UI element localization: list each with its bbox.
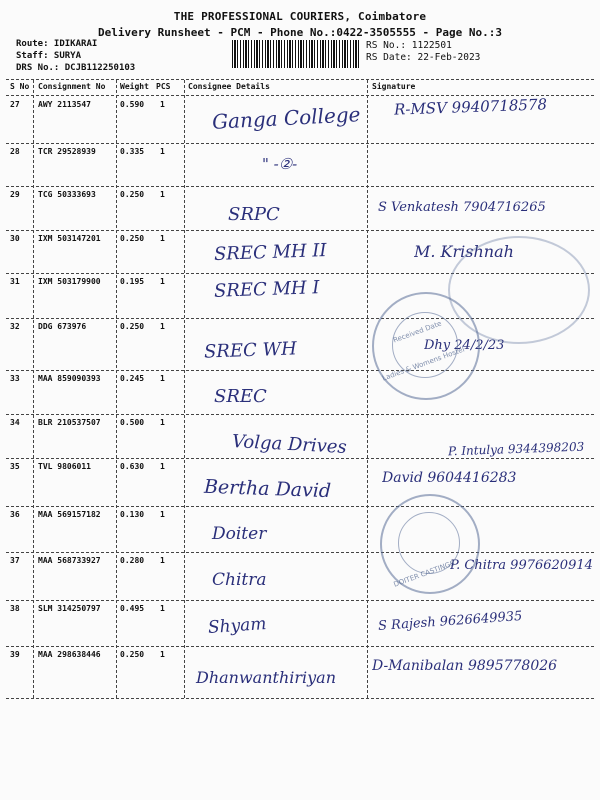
consignment-number: IXM 503147201 bbox=[38, 234, 101, 243]
consignee-handwriting: Chitra bbox=[212, 570, 267, 590]
company-title: THE PROFESSIONAL COURIERS, Coimbatore bbox=[173, 10, 427, 23]
consignee-handwriting: Dhanwanthiriyan bbox=[196, 668, 337, 687]
signature-handwriting: D-Manibalan 9895778026 bbox=[372, 658, 558, 674]
signature-handwriting: P. Chitra 9976620914 bbox=[450, 558, 593, 573]
weight-value: 0.250 bbox=[120, 322, 145, 331]
serial-number: 32 bbox=[10, 322, 20, 331]
consignment-number: MAA 568733927 bbox=[38, 556, 101, 565]
pieces-count: 1 bbox=[160, 234, 165, 243]
column-header-weight: Weight bbox=[120, 82, 149, 91]
serial-number: 29 bbox=[10, 190, 20, 199]
serial-number: 39 bbox=[10, 650, 20, 659]
table-top-rule bbox=[6, 79, 594, 80]
hostel-stamp-text: Ladies & Womens Hostel bbox=[381, 345, 466, 383]
consignee-handwriting: SREC MH II bbox=[213, 240, 327, 265]
consignment-number: IXM 503179900 bbox=[38, 277, 101, 286]
signature-handwriting: P. Intulya 9344398203 bbox=[447, 439, 585, 459]
pieces-count: 1 bbox=[160, 650, 165, 659]
weight-value: 0.590 bbox=[120, 100, 145, 109]
weight-value: 0.630 bbox=[120, 462, 145, 471]
weight-value: 0.195 bbox=[120, 277, 145, 286]
doiter-stamp-text: DOITER CASTINGS bbox=[392, 559, 456, 589]
pieces-count: 1 bbox=[160, 604, 165, 613]
pieces-count: 1 bbox=[160, 322, 165, 331]
consignee-handwriting: SREC bbox=[214, 386, 267, 407]
hostel-stamp-text: Received Date bbox=[392, 319, 443, 345]
pieces-count: 1 bbox=[160, 374, 165, 383]
column-divider bbox=[116, 80, 117, 698]
weight-value: 0.335 bbox=[120, 147, 145, 156]
row-divider bbox=[6, 646, 594, 647]
consignee-handwriting: Volga Drives bbox=[231, 431, 348, 458]
serial-number: 27 bbox=[10, 100, 20, 109]
staff-text: Staff: SURYA bbox=[16, 51, 82, 61]
column-divider bbox=[184, 80, 185, 698]
serial-number: 28 bbox=[10, 147, 20, 156]
runsheet-subtitle: Delivery Runsheet - PCM - Phone No.:0422-3505555 - Page No.:3 bbox=[98, 26, 502, 39]
consignment-number: TVL 9806011 bbox=[38, 462, 91, 471]
row-divider bbox=[6, 143, 594, 144]
row-divider bbox=[6, 458, 594, 459]
row-divider bbox=[6, 698, 594, 699]
consignment-number: DDG 673976 bbox=[38, 322, 87, 331]
weight-value: 0.250 bbox=[120, 234, 145, 243]
consignment-number: MAA 569157182 bbox=[38, 510, 101, 519]
row-divider bbox=[6, 600, 594, 601]
column-header-pcs: PCS bbox=[156, 82, 171, 91]
row-divider bbox=[6, 414, 594, 415]
pieces-count: 1 bbox=[160, 147, 165, 156]
rs-date: RS Date: 22-Feb-2023 bbox=[366, 52, 481, 63]
weight-value: 0.130 bbox=[120, 510, 145, 519]
weight-value: 0.500 bbox=[120, 418, 145, 427]
consignment-number: BLR 210537507 bbox=[38, 418, 101, 427]
pieces-count: 1 bbox=[160, 100, 165, 109]
consignment-number: MAA 859090393 bbox=[38, 374, 101, 383]
consignment-number: TCG 50333693 bbox=[38, 190, 96, 199]
serial-number: 31 bbox=[10, 277, 20, 286]
row-divider bbox=[6, 370, 594, 371]
signature-handwriting: S Rajesh 9626649935 bbox=[377, 608, 523, 635]
serial-number: 30 bbox=[10, 234, 20, 243]
consignee-handwriting: SRPC bbox=[228, 204, 280, 225]
signature-handwriting: S Venkatesh 7904716265 bbox=[378, 200, 546, 215]
signature-handwriting: Dhy 24/2/23 bbox=[424, 338, 505, 353]
row-divider bbox=[6, 552, 594, 553]
row-divider bbox=[6, 506, 594, 507]
serial-number: 33 bbox=[10, 374, 20, 383]
signature-handwriting: M. Krishnah bbox=[414, 242, 514, 261]
pieces-count: 1 bbox=[160, 556, 165, 565]
weight-value: 0.250 bbox=[120, 650, 145, 659]
column-divider bbox=[33, 80, 34, 698]
row-divider bbox=[6, 186, 594, 187]
column-header-sno: S No bbox=[10, 82, 30, 91]
consignment-number: AWY 2113547 bbox=[38, 100, 91, 109]
column-divider bbox=[367, 80, 368, 698]
serial-number: 34 bbox=[10, 418, 20, 427]
pieces-count: 1 bbox=[160, 418, 165, 427]
column-header-consignee: Consignee Details bbox=[188, 82, 270, 91]
barcode-image bbox=[232, 40, 360, 68]
weight-value: 0.280 bbox=[120, 556, 145, 565]
consignee-handwriting: " -②- bbox=[262, 155, 298, 173]
faint-stamp bbox=[448, 236, 590, 344]
pieces-count: 1 bbox=[160, 462, 165, 471]
serial-number: 38 bbox=[10, 604, 20, 613]
route-staff-block bbox=[16, 38, 135, 74]
weight-value: 0.245 bbox=[120, 374, 145, 383]
consignee-handwriting: Ganga College bbox=[211, 102, 362, 134]
serial-number: 36 bbox=[10, 510, 20, 519]
consignment-number: SLM 314250797 bbox=[38, 604, 101, 613]
consignee-handwriting: Shyam bbox=[207, 613, 268, 639]
serial-number: 37 bbox=[10, 556, 20, 565]
consignee-handwriting: SREC WH bbox=[203, 338, 298, 363]
rs-number: RS No.: 1122501 bbox=[366, 40, 452, 51]
signature-handwriting: David 9604416283 bbox=[382, 470, 517, 486]
drs-number: DRS No.: DCJB112250103 bbox=[16, 63, 136, 73]
signature-handwriting: R-MSV 9940718578 bbox=[393, 95, 548, 119]
rs-info-block bbox=[366, 40, 480, 64]
consignee-handwriting: SREC MH I bbox=[213, 277, 320, 302]
consignee-handwriting: Bertha David bbox=[203, 475, 332, 503]
row-divider bbox=[6, 230, 594, 231]
column-header-consignment: Consignment No bbox=[38, 82, 106, 91]
pieces-count: 1 bbox=[160, 510, 165, 519]
route-text: Route: IDIKARAI bbox=[16, 39, 98, 49]
consignment-number: TCR 29528939 bbox=[38, 147, 96, 156]
weight-value: 0.250 bbox=[120, 190, 145, 199]
pieces-count: 1 bbox=[160, 190, 165, 199]
column-header-signature: Signature bbox=[372, 82, 416, 91]
consignee-handwriting: Doiter bbox=[212, 524, 267, 544]
weight-value: 0.495 bbox=[120, 604, 145, 613]
serial-number: 35 bbox=[10, 462, 20, 471]
consignment-number: MAA 298638446 bbox=[38, 650, 101, 659]
pieces-count: 1 bbox=[160, 277, 165, 286]
